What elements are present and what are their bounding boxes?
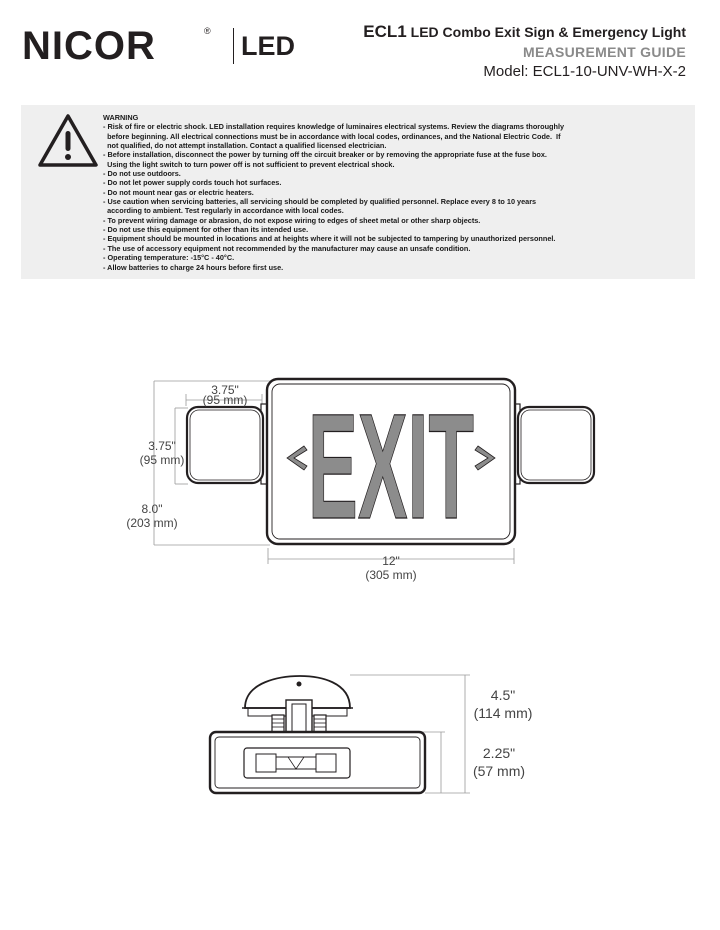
lamp-width-metric: (95 mm): [202, 393, 248, 407]
nicor-logo: [22, 24, 295, 68]
logo-led: LED: [241, 31, 295, 61]
title-text: LED Combo Exit Sign & Emergency Light: [410, 24, 686, 40]
warning-triangle-icon: [37, 113, 99, 169]
overall-height-imperial: 8.0": [141, 502, 163, 516]
document-subtitle: MEASUREMENT GUIDE: [523, 44, 686, 60]
warning-item: - Do not mount near gas or electric heaters.: [103, 187, 254, 197]
warning-title: WARNING: [103, 113, 139, 122]
lamp-width-imperial: 3.75": [211, 383, 239, 397]
warning-item: - To prevent wiring damage or abrasion, do not expose wiring to edges of sheet metal or other sharp objects.: [103, 215, 481, 225]
model-value: ECL1-10-UNV-WH-X-2: [532, 63, 686, 80]
registered-mark: ®: [204, 26, 211, 36]
warning-item: - Use caution when servicing batteries, all servicing should be completed by qualified personnel. Replace every 8 to 10 years according to ambient. Test regularly in accordance with local codes.: [103, 197, 537, 216]
body-depth-imperial: 2.25": [482, 745, 516, 761]
exit-sign-text: EXIT: [308, 382, 474, 550]
front-view-drawing: [120, 370, 610, 590]
side-view-drawing: [200, 668, 560, 808]
warning-item: - Equipment should be mounted in locations and at heights where it will not be subjected to tampering by unauthorized personnel.: [103, 234, 556, 244]
body-depth-metric: (57 mm): [472, 763, 526, 779]
overall-depth-metric: (114 mm): [473, 705, 533, 721]
warning-item: - Risk of fire or electric shock. LED installation requires knowledge of luminaires electrical systems. Review the diagrams thoroughly before beginning. All electrical connections must be in accordance with local codes, ordinances, and the National Electric Code. If not qualified, do not attempt installation. Contact a qualified licensed electrician.: [103, 122, 565, 151]
model-label: Model:: [483, 63, 529, 80]
left-lamp: [187, 404, 267, 484]
document-title: [363, 22, 686, 42]
warning-item: - Do not let power supply cords touch hot surfaces.: [103, 178, 282, 188]
overall-height-metric: (203 mm): [126, 516, 178, 530]
logo-wordmark: NICOR: [22, 24, 156, 68]
warning-item: - Do not use this equipment for other than its intended use.: [103, 225, 309, 235]
lamp-height-metric: (95 mm): [139, 453, 185, 467]
title-block: [363, 22, 686, 82]
lamp-height-imperial: 3.75": [148, 439, 176, 453]
warning-item: - Operating temperature: -15°C - 40°C.: [103, 253, 235, 263]
sign-body-side: [210, 732, 425, 793]
model-line: [363, 62, 686, 82]
warning-text: [103, 113, 688, 272]
overall-width-imperial: 12": [382, 554, 400, 568]
warning-item: - Do not use outdoors.: [103, 169, 181, 179]
warning-item: - The use of accessory equipment not recommended by the manufacturer may cause an unsafe condition.: [103, 243, 471, 253]
warning-item: - Before installation, disconnect the power by turning off the circuit breaker or by removing the appropriate fuse at the fuse box. Using the light switch to turn power off is not sufficient to prevent electrical shock.: [103, 150, 547, 169]
warning-item: - Allow batteries to charge 24 hours before first use.: [103, 262, 284, 272]
title-code: ECL1: [363, 22, 407, 41]
warning-box: [21, 105, 695, 279]
overall-width-metric: (305 mm): [365, 568, 417, 582]
logo-divider: [233, 28, 234, 64]
right-lamp: [514, 404, 594, 484]
overall-depth-imperial: 4.5": [490, 687, 516, 703]
